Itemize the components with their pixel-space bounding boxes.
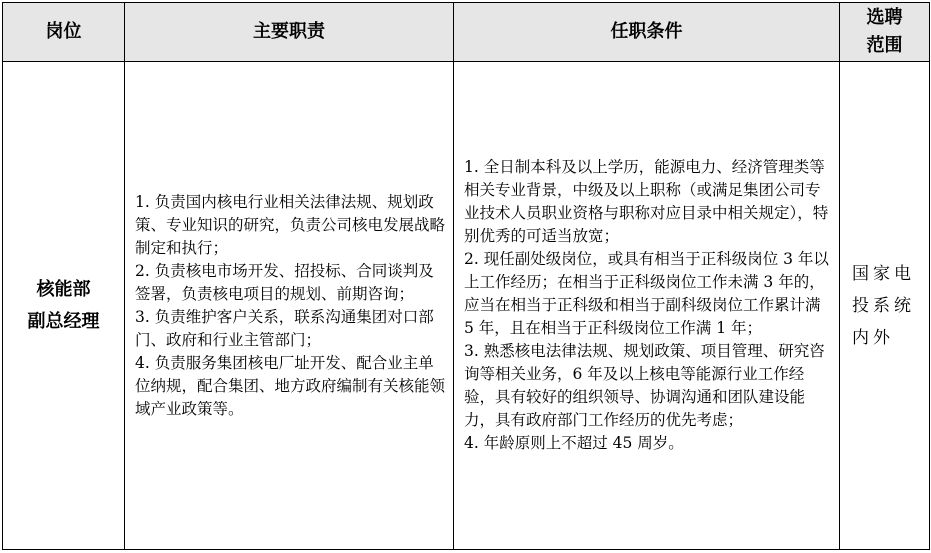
table-row	[3, 62, 930, 550]
requirement-item: 2. 现任副处级岗位，或具有相当于正科级岗位 3 年以上工作经历；在相当于正科级岗位工作未满 3 年的，应当在相当于正科级和相当于副科级岗位工作累计满 5 年，且在相当于正科级岗位工作满 1 年；	[464, 250, 829, 337]
position-cell: 核能部 副总经理	[3, 62, 125, 550]
requirement-item: 4. 年龄原则上不超过 45 周岁。	[464, 434, 684, 452]
duties-cell	[125, 62, 454, 550]
duty-item: 3. 负责维护客户关系，联系沟通集团对口部门、政府和行业主管部门；	[135, 307, 434, 349]
header-duties: 主要职责	[125, 3, 454, 62]
header-scope: 选聘 范围	[840, 3, 930, 62]
requirement-item: 3. 熟悉核电法律法规、规划政策、项目管理、研究咨询等相关业务，6 年及以上核电等能源行业工作经验，具有较好的组织领导、协调沟通和团队建设能力，具有政府部门工作经历的优先考虑；	[464, 342, 825, 429]
header-row	[3, 3, 930, 62]
job-table	[2, 2, 930, 550]
duty-item: 4. 负责服务集团核电厂址开发、配合业主单位纳规，配合集团、地方政府编制有关核能领域产业政策等。	[135, 353, 446, 418]
header-position: 岗位	[3, 3, 125, 62]
duty-item: 2. 负责核电市场开发、招投标、合同谈判及签署，负责核电项目的规划、前期咨询；	[135, 261, 434, 303]
duty-item: 1. 负责国内核电行业相关法律法规、规划政策、专业知识的研究，负责公司核电发展战略制定和执行；	[135, 192, 446, 257]
scope-cell: 国家电投系统内外	[840, 62, 930, 550]
requirement-item: 1. 全日制本科及以上学历，能源电力、经济管理类等相关专业背景，中级及以上职称（或满足集团公司专业技术人员职业资格与职称对应目录中相关规定），特别优秀的可适当放宽；	[464, 158, 829, 245]
requirements-cell	[454, 62, 840, 550]
header-requirements: 任职条件	[454, 3, 840, 62]
